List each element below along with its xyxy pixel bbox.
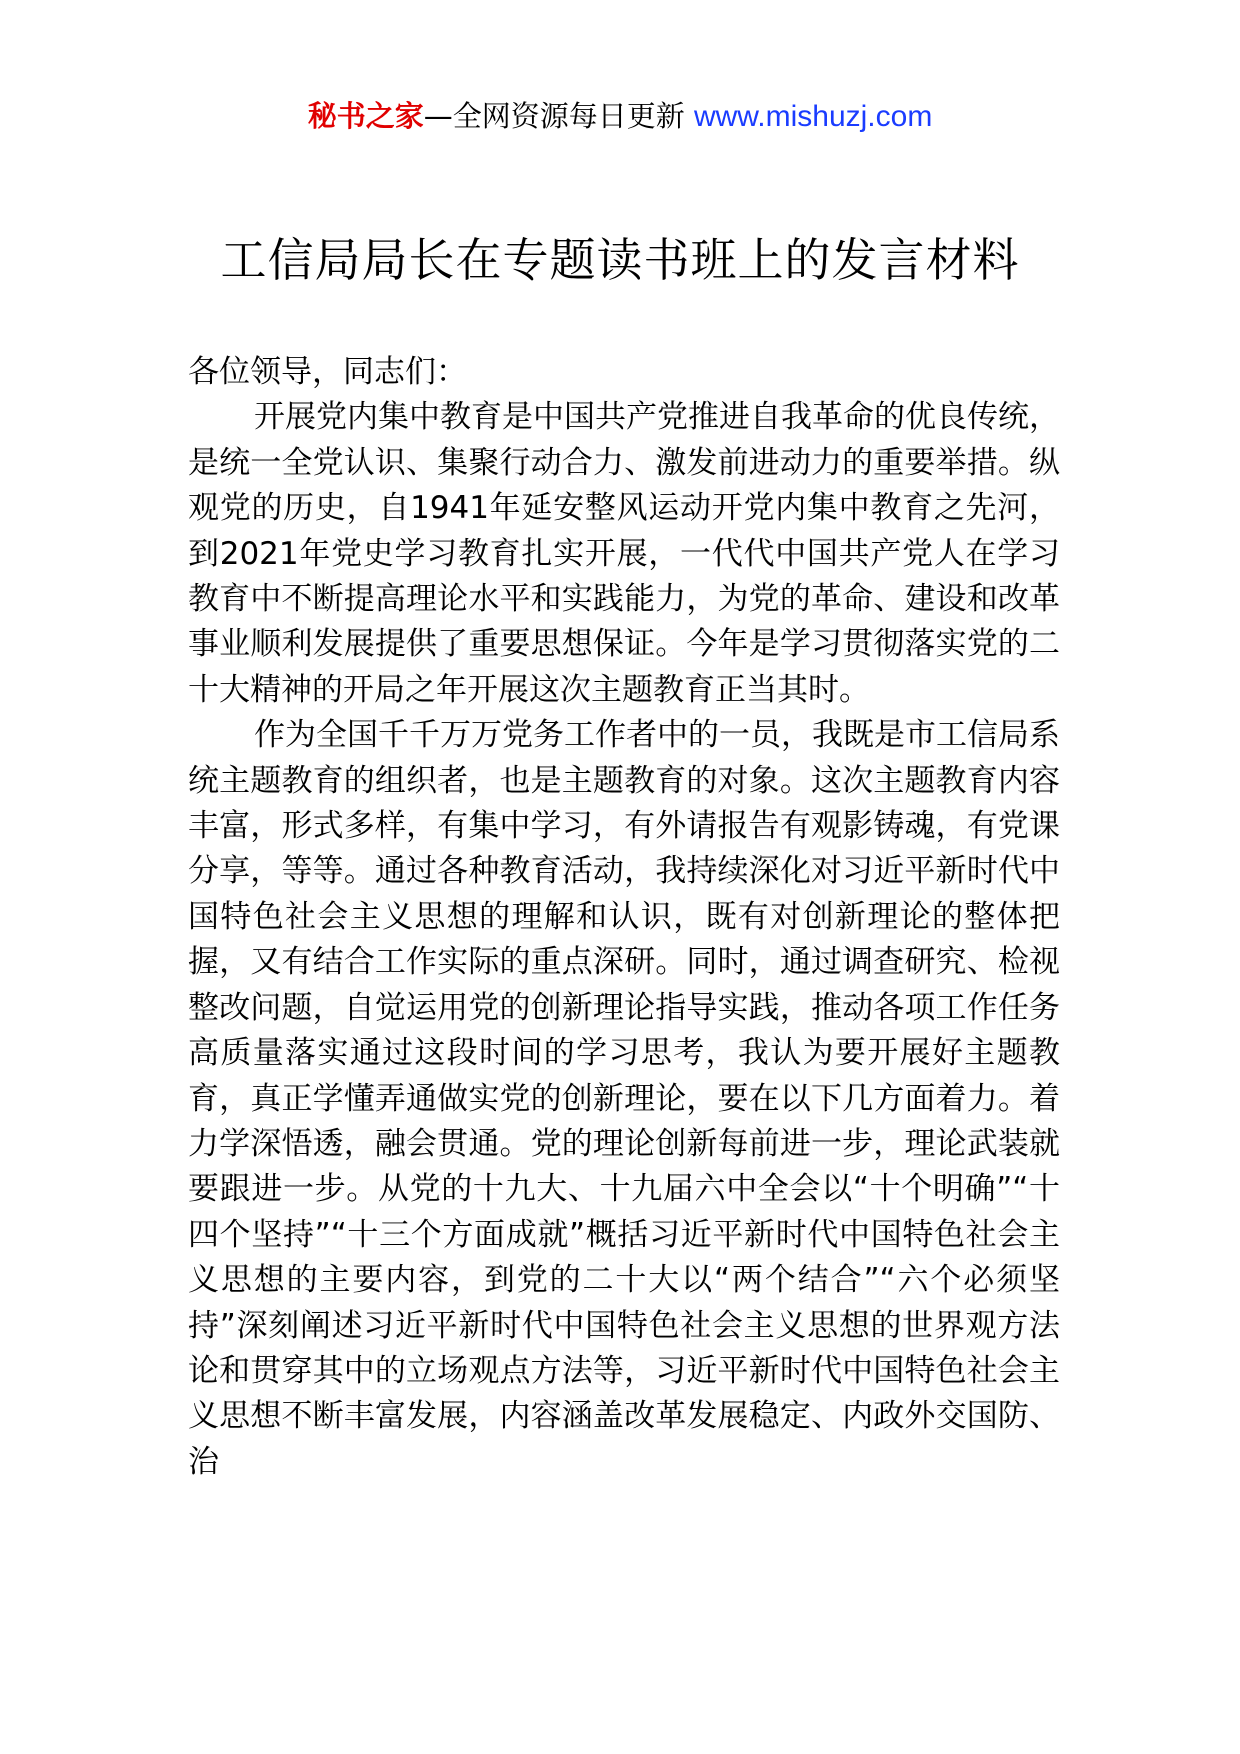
- body-paragraph: 开展党内集中教育是中国共产党推进自我革命的优良传统，是统一全党认识、集聚行动合力、激发前进动力的重要举措。纵观党的历史，自1941年延安整风运动开党内集中教育之先河，到2021年党史学习教育扎实开展，一代代中国共产党人在学习教育中不断提高理论水平和实践能力，为党的革命、建设和改革事业顺利发展提供了重要思想保证。今年是学习贯彻落实党的二十大精神的开局之年开展这次主题教育正当其时。: [188, 399, 1060, 708]
- body-paragraph: 作为全国千千万万党务工作者中的一员，我既是市工信局系统主题教育的组织者，也是主题教育的对象。这次主题教育内容丰富，形式多样，有集中学习，有外请报告有观影铸魂，有党课分享，等等。通过各种教育活动，我持续深化对习近平新时代中国特色社会主义思想的理解和认识，既有对创新理论的整体把握，又有结合工作实际的重点深研。同时，通过调查研究、检视整改问题，自觉运用党的创新理论指导实践，推动各项工作任务高质量落实通过这段时间的学习思考，我认为要开展好主题教育，真正学懂弄通做实党的创新理论，要在以下几方面着力。着力学深悟透，融会贯通。党的理论创新每前进一步，理论武装就要跟进一步。从党的十九大、十九届六中全会以“十个明确”“十四个坚持”“十三个方面成就”概括习近平新时代中国特色社会主义思想的主要内容，到党的二十大以“两个结合”“六个必须坚持”深刻阐述习近平新时代中国特色社会主义思想的世界观方法论和贯穿其中的立场观点方法等，习近平新时代中国特色社会主义思想不断丰富发展，内容涵盖改革发展稳定、内政外交国防、治: [188, 717, 1060, 1480]
- document-title: 工信局局长在专题读书班上的发言材料: [220, 233, 1020, 287]
- site-url-link[interactable]: www.mishuzj.com: [693, 100, 933, 133]
- site-name: 秘书之家: [307, 99, 424, 133]
- salutation: 各位领导，同志们：: [188, 354, 467, 390]
- site-header: [0, 96, 1240, 137]
- document-body: [188, 350, 1060, 1485]
- site-tagline: —全网资源每日更新: [423, 99, 685, 133]
